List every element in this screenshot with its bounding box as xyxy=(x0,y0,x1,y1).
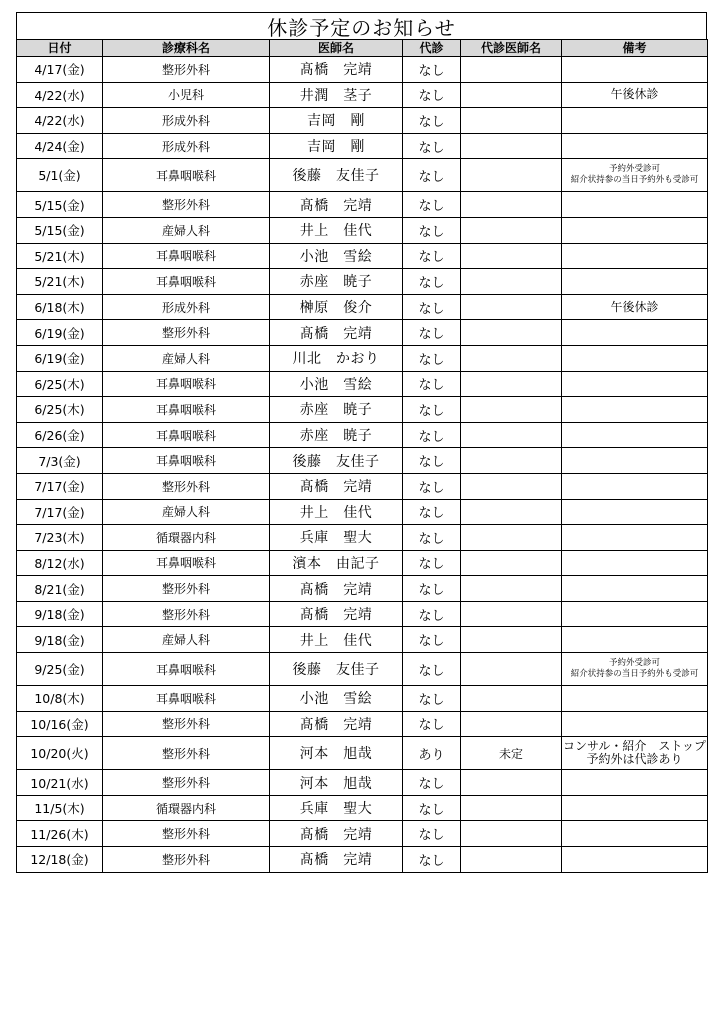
table-row xyxy=(17,473,708,499)
substitute-cell: なし xyxy=(403,795,461,821)
notes-cell xyxy=(562,159,708,192)
table-row xyxy=(17,627,708,653)
doctor-cell: 小池 雪絵 xyxy=(270,686,403,712)
substitute-doctor-cell xyxy=(461,627,562,653)
date-cell: 10/16(金) xyxy=(17,711,103,737)
substitute-cell: なし xyxy=(403,397,461,423)
notes-cell xyxy=(562,627,708,653)
doctor-cell: 赤座 暁子 xyxy=(270,422,403,448)
date-cell: 8/21(金) xyxy=(17,576,103,602)
doctor-cell: 濱本 由記子 xyxy=(270,550,403,576)
date-cell: 6/19(金) xyxy=(17,320,103,346)
doctor-cell: 兵庫 聖大 xyxy=(270,525,403,551)
date-cell: 5/1(金) xyxy=(17,159,103,192)
substitute-cell: あり xyxy=(403,737,461,770)
substitute-doctor-cell xyxy=(461,653,562,686)
date-cell: 9/18(金) xyxy=(17,601,103,627)
notes-cell xyxy=(562,711,708,737)
table-row xyxy=(17,217,708,243)
substitute-cell: なし xyxy=(403,550,461,576)
table-row xyxy=(17,345,708,371)
department-cell: 耳鼻咽喉科 xyxy=(103,653,270,686)
note-line: 紹介状持参の当日予約外も受診可 xyxy=(570,669,699,680)
table-row xyxy=(17,821,708,847)
doctor-cell: 髙橋 完靖 xyxy=(270,320,403,346)
table-row xyxy=(17,737,708,770)
date-cell: 9/25(金) xyxy=(17,653,103,686)
substitute-cell: なし xyxy=(403,371,461,397)
substitute-doctor-cell xyxy=(461,473,562,499)
date-cell: 4/24(金) xyxy=(17,133,103,159)
table-row xyxy=(17,371,708,397)
department-cell: 産婦人科 xyxy=(103,345,270,371)
date-cell: 5/21(木) xyxy=(17,243,103,269)
department-cell: 整形外科 xyxy=(103,847,270,873)
schedule-sheet xyxy=(16,12,707,873)
substitute-cell: なし xyxy=(403,525,461,551)
department-cell: 産婦人科 xyxy=(103,499,270,525)
substitute-doctor-cell xyxy=(461,525,562,551)
substitute-doctor-cell xyxy=(461,576,562,602)
header-substitute: 代診 xyxy=(403,40,461,57)
date-cell: 6/26(金) xyxy=(17,422,103,448)
header-notes: 備考 xyxy=(562,40,708,57)
substitute-doctor-cell xyxy=(461,795,562,821)
date-cell: 8/12(水) xyxy=(17,550,103,576)
department-cell: 耳鼻咽喉科 xyxy=(103,269,270,295)
substitute-doctor-cell xyxy=(461,294,562,320)
date-cell: 6/25(木) xyxy=(17,371,103,397)
doctor-cell: 吉岡 剛 xyxy=(270,108,403,134)
substitute-cell: なし xyxy=(403,821,461,847)
substitute-cell: なし xyxy=(403,159,461,192)
department-cell: 耳鼻咽喉科 xyxy=(103,371,270,397)
substitute-cell: なし xyxy=(403,448,461,474)
notes-cell xyxy=(562,217,708,243)
table-row xyxy=(17,601,708,627)
notes-cell xyxy=(562,345,708,371)
doctor-cell: 後藤 友佳子 xyxy=(270,653,403,686)
date-cell: 11/26(木) xyxy=(17,821,103,847)
doctor-cell: 河本 旭哉 xyxy=(270,770,403,796)
department-cell: 整形外科 xyxy=(103,192,270,218)
doctor-cell: 井上 佳代 xyxy=(270,499,403,525)
notes-cell xyxy=(562,686,708,712)
note-line: 午後休診 xyxy=(610,87,659,102)
substitute-doctor-cell xyxy=(461,192,562,218)
substitute-cell: なし xyxy=(403,345,461,371)
department-cell: 形成外科 xyxy=(103,294,270,320)
substitute-doctor-cell xyxy=(461,243,562,269)
substitute-cell: なし xyxy=(403,576,461,602)
department-cell: 循環器内科 xyxy=(103,525,270,551)
department-cell: 耳鼻咽喉科 xyxy=(103,422,270,448)
substitute-cell: なし xyxy=(403,770,461,796)
substitute-cell: なし xyxy=(403,133,461,159)
table-row xyxy=(17,397,708,423)
department-cell: 整形外科 xyxy=(103,737,270,770)
doctor-cell: 川北 かおり xyxy=(270,345,403,371)
substitute-cell: なし xyxy=(403,847,461,873)
note-line: 紹介状持参の当日予約外も受診可 xyxy=(570,175,699,186)
notes-cell xyxy=(562,737,708,770)
substitute-cell: なし xyxy=(403,82,461,108)
substitute-doctor-cell xyxy=(461,320,562,346)
department-cell: 耳鼻咽喉科 xyxy=(103,243,270,269)
doctor-cell: 小池 雪絵 xyxy=(270,243,403,269)
notes-cell xyxy=(562,57,708,83)
table-row xyxy=(17,294,708,320)
department-cell: 整形外科 xyxy=(103,473,270,499)
date-cell: 6/18(木) xyxy=(17,294,103,320)
substitute-cell: なし xyxy=(403,57,461,83)
notes-cell xyxy=(562,601,708,627)
note-line: 午後休診 xyxy=(610,299,659,314)
table-row xyxy=(17,57,708,83)
table-row xyxy=(17,795,708,821)
date-cell: 12/18(金) xyxy=(17,847,103,873)
substitute-doctor-cell xyxy=(461,686,562,712)
date-cell: 6/25(木) xyxy=(17,397,103,423)
date-cell: 7/23(木) xyxy=(17,525,103,551)
doctor-cell: 髙橋 完靖 xyxy=(270,473,403,499)
doctor-cell: 河本 旭哉 xyxy=(270,737,403,770)
table-row xyxy=(17,320,708,346)
date-cell: 4/17(金) xyxy=(17,57,103,83)
notes-cell xyxy=(562,576,708,602)
date-cell: 7/17(金) xyxy=(17,473,103,499)
table-row xyxy=(17,576,708,602)
doctor-cell: 小池 雪絵 xyxy=(270,371,403,397)
date-cell: 10/8(木) xyxy=(17,686,103,712)
date-cell: 7/3(金) xyxy=(17,448,103,474)
table-row xyxy=(17,686,708,712)
notes-cell xyxy=(562,243,708,269)
table-row xyxy=(17,159,708,192)
department-cell: 産婦人科 xyxy=(103,627,270,653)
date-cell: 9/18(金) xyxy=(17,627,103,653)
notes-cell xyxy=(562,269,708,295)
substitute-cell: なし xyxy=(403,627,461,653)
notes-cell xyxy=(562,770,708,796)
page-title: 休診予定のお知らせ xyxy=(16,12,707,39)
notes-cell xyxy=(562,550,708,576)
department-cell: 産婦人科 xyxy=(103,217,270,243)
department-cell: 小児科 xyxy=(103,82,270,108)
substitute-cell: なし xyxy=(403,686,461,712)
substitute-cell: なし xyxy=(403,711,461,737)
table-row xyxy=(17,108,708,134)
substitute-doctor-cell xyxy=(461,133,562,159)
date-cell: 7/17(金) xyxy=(17,499,103,525)
substitute-doctor-cell xyxy=(461,770,562,796)
department-cell: 耳鼻咽喉科 xyxy=(103,686,270,712)
department-cell: 耳鼻咽喉科 xyxy=(103,397,270,423)
notes-cell xyxy=(562,422,708,448)
doctor-cell: 髙橋 完靖 xyxy=(270,192,403,218)
substitute-doctor-cell xyxy=(461,422,562,448)
doctor-cell: 髙橋 完靖 xyxy=(270,847,403,873)
substitute-doctor-cell xyxy=(461,821,562,847)
table-row xyxy=(17,847,708,873)
substitute-doctor-cell xyxy=(461,397,562,423)
substitute-doctor-cell xyxy=(461,601,562,627)
doctor-cell: 髙橋 完靖 xyxy=(270,601,403,627)
substitute-doctor-cell xyxy=(461,108,562,134)
note-line: 予約外は代診あり xyxy=(586,752,683,767)
department-cell: 整形外科 xyxy=(103,770,270,796)
substitute-cell: なし xyxy=(403,601,461,627)
table-row xyxy=(17,499,708,525)
department-cell: 整形外科 xyxy=(103,821,270,847)
date-cell: 4/22(水) xyxy=(17,108,103,134)
doctor-cell: 赤座 暁子 xyxy=(270,397,403,423)
header-doctor: 医師名 xyxy=(270,40,403,57)
date-cell: 4/22(水) xyxy=(17,82,103,108)
notes-cell xyxy=(562,397,708,423)
table-row xyxy=(17,243,708,269)
substitute-doctor-cell xyxy=(461,371,562,397)
substitute-doctor-cell xyxy=(461,57,562,83)
department-cell: 整形外科 xyxy=(103,601,270,627)
table-row xyxy=(17,192,708,218)
notes-cell xyxy=(562,82,708,108)
date-cell: 11/5(木) xyxy=(17,795,103,821)
substitute-doctor-cell xyxy=(461,448,562,474)
closure-table xyxy=(16,39,708,873)
department-cell: 耳鼻咽喉科 xyxy=(103,448,270,474)
table-row xyxy=(17,269,708,295)
date-cell: 6/19(金) xyxy=(17,345,103,371)
doctor-cell: 髙橋 完靖 xyxy=(270,711,403,737)
header-substitute-doctor: 代診医師名 xyxy=(461,40,562,57)
notes-cell xyxy=(562,108,708,134)
notes-cell xyxy=(562,320,708,346)
substitute-cell: なし xyxy=(403,217,461,243)
substitute-cell: なし xyxy=(403,499,461,525)
substitute-cell: なし xyxy=(403,294,461,320)
notes-cell xyxy=(562,371,708,397)
doctor-cell: 兵庫 聖大 xyxy=(270,795,403,821)
table-row xyxy=(17,448,708,474)
header-department: 診療科名 xyxy=(103,40,270,57)
table-row xyxy=(17,525,708,551)
substitute-cell: なし xyxy=(403,269,461,295)
note-line: 予約外受診可 xyxy=(608,164,660,175)
substitute-cell: なし xyxy=(403,320,461,346)
note-line: 予約外受診可 xyxy=(608,658,660,669)
notes-cell xyxy=(562,525,708,551)
substitute-doctor-cell xyxy=(461,269,562,295)
substitute-cell: なし xyxy=(403,108,461,134)
doctor-cell: 赤座 暁子 xyxy=(270,269,403,295)
table-row xyxy=(17,422,708,448)
doctor-cell: 後藤 友佳子 xyxy=(270,448,403,474)
table-header-row xyxy=(17,40,708,57)
substitute-doctor-cell xyxy=(461,847,562,873)
table-body xyxy=(17,57,708,873)
notes-cell xyxy=(562,448,708,474)
notes-cell xyxy=(562,133,708,159)
notes-cell xyxy=(562,473,708,499)
notes-cell xyxy=(562,795,708,821)
notes-cell xyxy=(562,847,708,873)
table-row xyxy=(17,711,708,737)
notes-cell xyxy=(562,821,708,847)
department-cell: 形成外科 xyxy=(103,108,270,134)
doctor-cell: 井潤 茎子 xyxy=(270,82,403,108)
note-line: コンサル・紹介 ストップ xyxy=(562,739,707,754)
table-row xyxy=(17,653,708,686)
table-row xyxy=(17,770,708,796)
notes-cell xyxy=(562,294,708,320)
substitute-cell: なし xyxy=(403,653,461,686)
substitute-doctor-cell xyxy=(461,159,562,192)
notes-cell xyxy=(562,499,708,525)
department-cell: 耳鼻咽喉科 xyxy=(103,550,270,576)
department-cell: 整形外科 xyxy=(103,576,270,602)
date-cell: 10/20(火) xyxy=(17,737,103,770)
header-date: 日付 xyxy=(17,40,103,57)
substitute-cell: なし xyxy=(403,473,461,499)
substitute-cell: なし xyxy=(403,422,461,448)
notes-cell xyxy=(562,653,708,686)
substitute-doctor-cell xyxy=(461,499,562,525)
doctor-cell: 髙橋 完靖 xyxy=(270,57,403,83)
date-cell: 5/21(木) xyxy=(17,269,103,295)
doctor-cell: 井上 佳代 xyxy=(270,217,403,243)
doctor-cell: 榊原 俊介 xyxy=(270,294,403,320)
substitute-doctor-cell xyxy=(461,345,562,371)
table-row xyxy=(17,550,708,576)
doctor-cell: 吉岡 剛 xyxy=(270,133,403,159)
substitute-doctor-cell xyxy=(461,711,562,737)
substitute-doctor-cell xyxy=(461,82,562,108)
substitute-cell: なし xyxy=(403,192,461,218)
department-cell: 循環器内科 xyxy=(103,795,270,821)
department-cell: 耳鼻咽喉科 xyxy=(103,159,270,192)
doctor-cell: 井上 佳代 xyxy=(270,627,403,653)
date-cell: 10/21(水) xyxy=(17,770,103,796)
department-cell: 整形外科 xyxy=(103,57,270,83)
doctor-cell: 髙橋 完靖 xyxy=(270,821,403,847)
substitute-cell: なし xyxy=(403,243,461,269)
date-cell: 5/15(金) xyxy=(17,217,103,243)
substitute-doctor-cell xyxy=(461,550,562,576)
department-cell: 整形外科 xyxy=(103,320,270,346)
table-row xyxy=(17,133,708,159)
substitute-doctor-cell: 未定 xyxy=(461,737,562,770)
department-cell: 形成外科 xyxy=(103,133,270,159)
table-row xyxy=(17,82,708,108)
doctor-cell: 髙橋 完靖 xyxy=(270,576,403,602)
date-cell: 5/15(金) xyxy=(17,192,103,218)
department-cell: 整形外科 xyxy=(103,711,270,737)
substitute-doctor-cell xyxy=(461,217,562,243)
notes-cell xyxy=(562,192,708,218)
doctor-cell: 後藤 友佳子 xyxy=(270,159,403,192)
